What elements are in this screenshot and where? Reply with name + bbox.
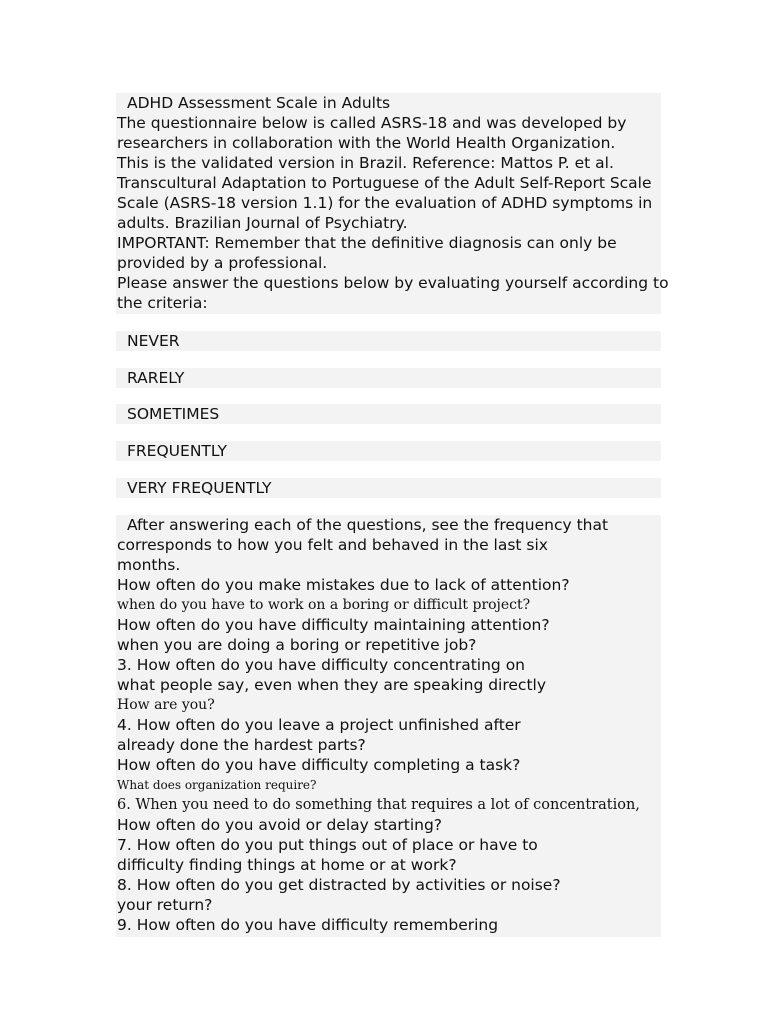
- question-line: How often do you make mistakes due to lack of attention?: [117, 576, 570, 594]
- question-line: already done the hardest parts?: [117, 736, 366, 754]
- option-never: [116, 331, 661, 351]
- question-line: when you are doing a boring or repetitive job?: [117, 636, 477, 654]
- intro-section: [116, 93, 669, 314]
- option-label: FREQUENTLY: [127, 442, 227, 460]
- question-line: 6. When you need to do something that requires a lot of concentration,: [117, 797, 640, 813]
- question-line: 3. How often do you have difficulty concentrating on: [117, 656, 526, 674]
- option-rarely: [116, 368, 661, 388]
- option-frequently: [116, 441, 661, 461]
- questions-section: [116, 515, 661, 937]
- intro-line: Scale (ASRS-18 version 1.1) for the evaluation of ADHD symptoms in: [117, 194, 653, 212]
- question-line: How often do you have difficulty completing a task?: [117, 756, 521, 774]
- option-label: SOMETIMES: [127, 405, 220, 423]
- question-line: What does organization require?: [117, 778, 317, 792]
- intro-line: provided by a professional.: [117, 254, 328, 272]
- question-line: How often do you have difficulty maintaining attention?: [117, 616, 550, 634]
- option-label: NEVER: [127, 332, 180, 350]
- intro-line: researchers in collaboration with the World Health Organization.: [117, 134, 616, 152]
- intro-line: This is the validated version in Brazil. Reference: Mattos P. et al.: [117, 154, 614, 172]
- option-sometimes: [116, 404, 661, 424]
- question-line: corresponds to how you felt and behaved in the last six: [117, 536, 548, 554]
- question-line: your return?: [117, 896, 213, 914]
- intro-title: ADHD Assessment Scale in Adults: [127, 94, 391, 112]
- question-line: How often do you avoid or delay starting?: [117, 816, 443, 834]
- option-label: RARELY: [127, 369, 185, 387]
- question-line: How are you?: [117, 697, 215, 713]
- question-line: 4. How often do you leave a project unfinished after: [117, 716, 521, 734]
- intro-line: Transcultural Adaptation to Portuguese of the Adult Self-Report Scale: [117, 174, 652, 192]
- intro-line: Please answer the questions below by evaluating yourself according to: [117, 274, 669, 292]
- question-line: 8. How often do you get distracted by activities or noise?: [117, 876, 561, 894]
- intro-line: IMPORTANT: Remember that the definitive diagnosis can only be: [117, 234, 617, 252]
- option-label: VERY FREQUENTLY: [127, 479, 272, 497]
- intro-line: the criteria:: [117, 294, 208, 312]
- question-line: months.: [117, 556, 181, 574]
- question-line: when do you have to work on a boring or difficult project?: [117, 597, 531, 613]
- intro-line: The questionnaire below is called ASRS-18 and was developed by: [117, 114, 627, 132]
- question-line: 7. How often do you put things out of place or have to: [117, 836, 538, 854]
- intro-line: adults. Brazilian Journal of Psychiatry.: [117, 214, 408, 232]
- question-line: difficulty finding things at home or at work?: [117, 856, 457, 874]
- question-line: 9. How often do you have difficulty remembering: [117, 916, 499, 934]
- option-very-frequently: [116, 478, 661, 498]
- question-line: what people say, even when they are speaking directly: [117, 676, 546, 694]
- questions-lead: After answering each of the questions, see the frequency that: [127, 516, 609, 534]
